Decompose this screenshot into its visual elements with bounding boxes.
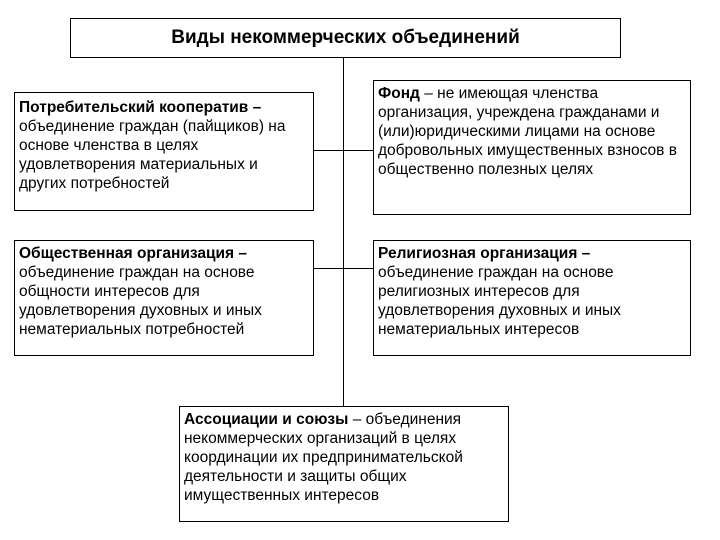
connector-trunk xyxy=(343,58,344,406)
text-consumer-coop: объединение граждан (пайщиков) на основе членства в целях удовлетворения материальных и других потребностей xyxy=(19,118,286,192)
box-public-org xyxy=(14,240,314,356)
term-public-org: Общественная организация – xyxy=(19,245,248,262)
box-religious-org xyxy=(373,240,691,356)
box-consumer-coop xyxy=(14,92,314,211)
connector-public-org xyxy=(314,268,343,269)
box-associations xyxy=(179,406,509,522)
text-associations: – объединения некоммерческих организаций в целях координации их предпринимательской деятельности и защиты общих имущественных интересов xyxy=(184,411,463,504)
connector-consumer-coop xyxy=(314,150,343,151)
term-associations: Ассоциации и союзы xyxy=(184,411,349,428)
connector-fund xyxy=(343,150,373,151)
box-fund xyxy=(373,80,691,215)
term-fund: Фонд xyxy=(378,85,420,102)
text-religious-org: объединение граждан на основе религиозных интересов для удовлетворения духовных и иных нематериальных интересов xyxy=(378,264,621,338)
diagram-title: Виды некоммерческих объединений xyxy=(70,18,621,58)
text-public-org: объединение граждан на основе общности интересов для удовлетворения духовных и иных нематериальных потребностей xyxy=(19,264,262,338)
text-fund: – не имеющая членства организация, учреждена гражданами и (или)юридическими лицами на основе добровольных имущественных взносов в общественно полезных целях xyxy=(378,85,677,178)
term-religious-org: Религиозная организация – xyxy=(378,245,591,262)
term-consumer-coop: Потребительский кооператив – xyxy=(19,99,262,116)
connector-religious-org xyxy=(343,268,373,269)
